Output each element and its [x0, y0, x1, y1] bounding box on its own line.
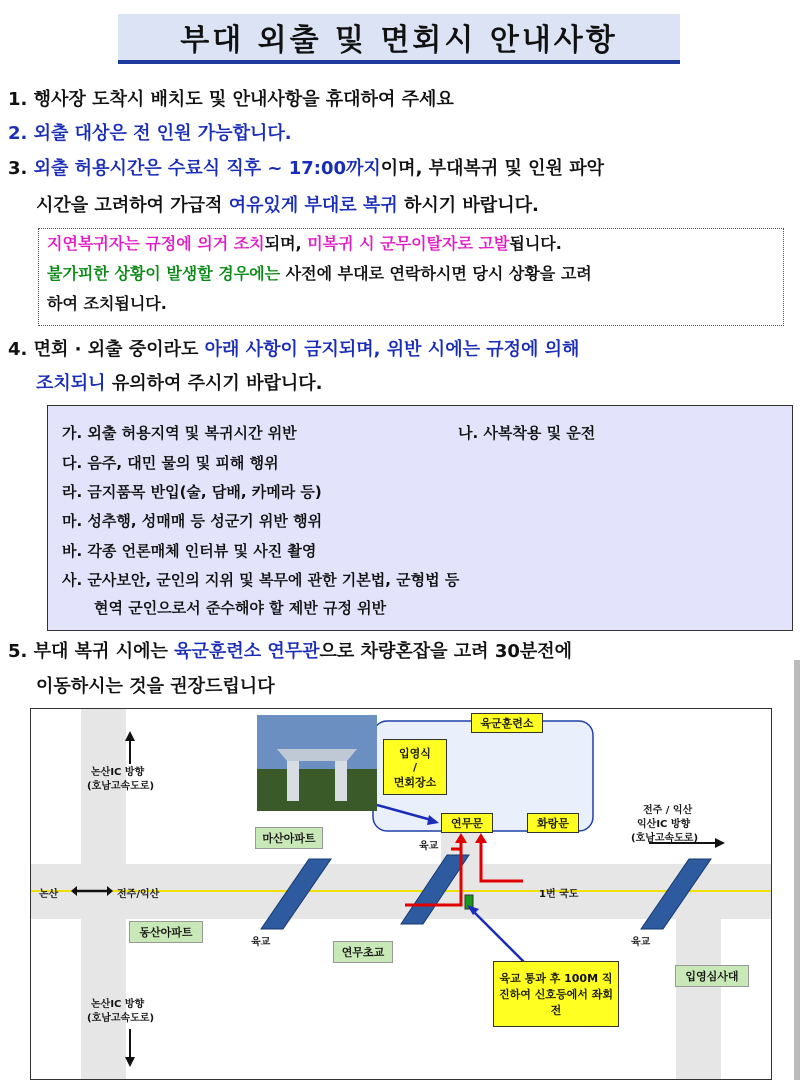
honam-top-label: (호남고속도로) [87, 781, 155, 792]
training-center-label: 육군훈련소 [471, 713, 543, 733]
list-item: 바. 각종 언론매체 인터뷰 및 사진 촬영 [62, 542, 317, 560]
item-5-line-2: 이동하시는 것을 권장드립니다 [36, 676, 275, 697]
direction-note: 육교 통과 후 100M 직진하여 신호등에서 좌회전 [493, 961, 619, 1027]
honam-right-label: (호남고속도로) [631, 833, 699, 844]
list-item: 다. 음주, 대민 물의 및 피해 행위 [62, 454, 279, 472]
jeonju-iksan-label: 전주 / 익산 [643, 805, 693, 816]
title-banner [118, 14, 680, 64]
location-map [30, 708, 772, 1080]
ceremony-box: 입영식 / 면회장소 [383, 739, 447, 795]
hwarangmun-label: 화랑문 [527, 813, 579, 833]
gate-photo-trees [257, 769, 377, 811]
notice-line-3: 하여 조치됩니다. [47, 294, 167, 313]
scrollbar[interactable] [794, 660, 800, 1080]
item-4-line-2: 조치되니 유의하여 주시기 바랍니다. [36, 373, 323, 394]
honam-bottom-label: (호남고속도로) [87, 1013, 155, 1024]
notice-line-2: 불가피한 상황이 발생할 경우에는 사전에 부대로 연락하시면 당시 상황을 고려 [47, 264, 592, 283]
road-vertical-right [676, 919, 721, 1079]
item-3-emphasis: 여유있게 부대로 복귀 [228, 195, 398, 216]
list-item: 사. 군사보안, 군인의 지위 및 복무에 관한 기본법, 군형법 등 [62, 571, 460, 589]
item-1: 1. 행사장 도착시 배치도 및 안내사항을 휴대하여 주세요 [8, 89, 454, 110]
page-title: 부대 외출 및 면회시 안내사항 [180, 23, 618, 58]
overpass-label-3: 육교 [631, 937, 651, 948]
gate-photo-arch [277, 749, 357, 761]
overpass-label-1: 육교 [251, 937, 271, 948]
item-3-line-2: 시간을 고려하여 가급적 여유있게 부대로 복귀 하시기 바랍니다. [36, 195, 539, 216]
nonsan-ic-bottom-label: 논산IC 방향 [91, 999, 145, 1010]
iksan-ic-label: 익산IC 방향 [637, 819, 691, 830]
list-item: 나. 사복착용 및 운전 [458, 424, 596, 442]
item-4-line-1: 4. 면회 · 외출 중이라도 아래 사항이 금지되며, 위반 시에는 규정에 의해 [8, 339, 580, 360]
nonsan-ic-top-label: 논산IC 방향 [91, 767, 145, 778]
list-item: 라. 금지품목 반입(술, 담배, 카메라 등) [62, 483, 322, 501]
item-2: 2. 외출 대상은 전 인원 가능합니다. [8, 123, 292, 144]
dongsan-apt-label: 동산아파트 [129, 921, 203, 943]
yeonmumun-label: 연무문 [441, 813, 493, 833]
road-left2-label: 전주/익산 [117, 889, 160, 900]
notice-line-1: 지연복귀자는 규정에 의거 조치되며, 미복귀 시 군무이탈자로 고발됩니다. [47, 234, 562, 253]
item-3-blue-text: 외출 허용시간은 수료식 직후 ~ 17:00까지 [33, 158, 381, 179]
road-left-label: 논산 [39, 889, 59, 900]
list-item: 현역 군인으로서 준수해야 할 제반 규정 위반 [94, 599, 387, 617]
prohibited-list [47, 405, 793, 631]
overpass-label-2: 육교 [419, 841, 439, 852]
masan-apt-label: 마산아파트 [255, 827, 323, 849]
yeonmu-elem-label: 연무초교 [333, 941, 393, 963]
penalty-notice-box [38, 228, 784, 326]
list-item: 마. 성추행, 성매매 등 성군기 위반 행위 [62, 512, 323, 530]
ipyeong-label: 입영심사대 [675, 965, 749, 987]
item-3-line-1: 3. 외출 허용시간은 수료식 직후 ~ 17:00까지이며, 부대복귀 및 인원 파악 [8, 158, 604, 179]
item-5-line-1: 5. 부대 복귀 시에는 육군훈련소 연무관으로 차량혼잡을 고려 30분전에 [8, 641, 573, 662]
list-item: 가. 외출 허용지역 및 복귀시간 위반 [62, 424, 297, 442]
route-1-label: 1번 국도 [539, 889, 579, 900]
